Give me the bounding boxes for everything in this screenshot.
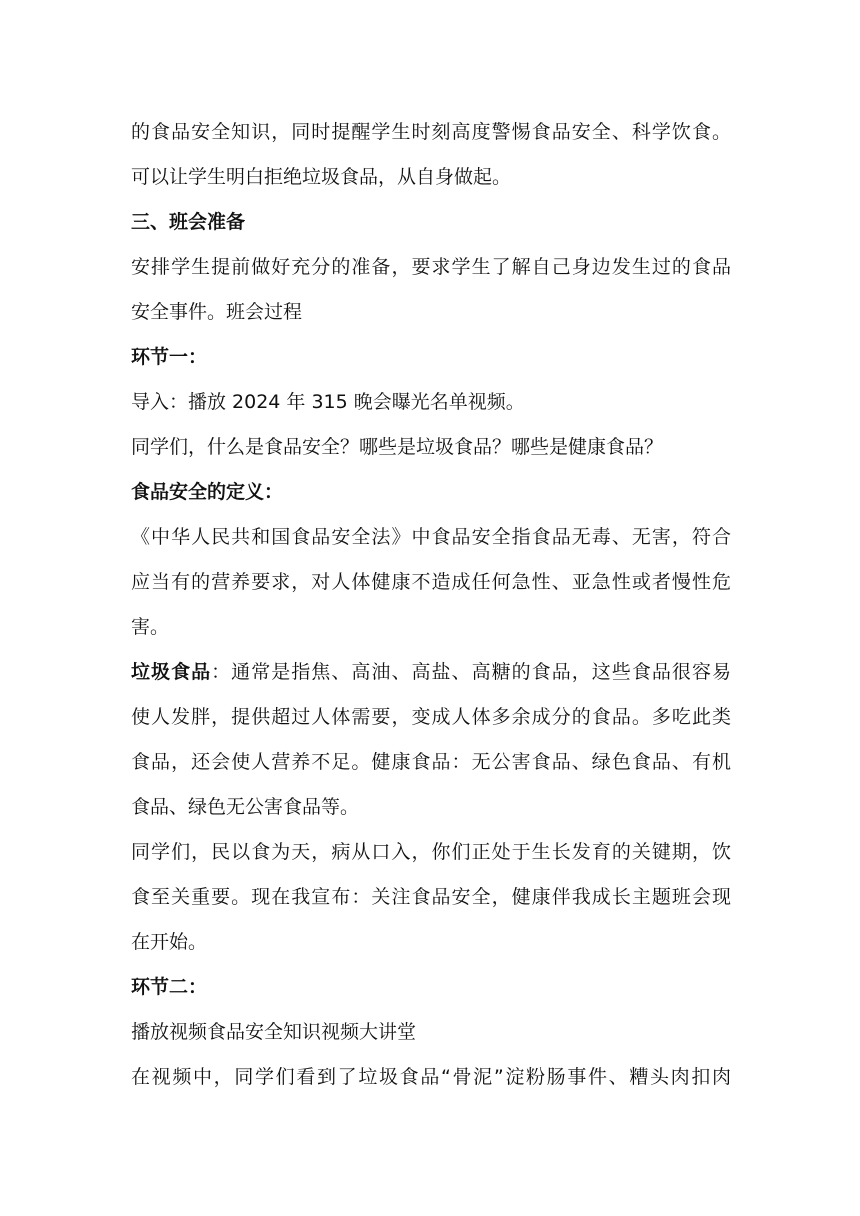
paragraph-line: 在开始。: [131, 931, 208, 953]
paragraph-line: 的食品安全知识，同时提醒学生时刻高度警惕食品安全、科学饮食。: [131, 121, 731, 143]
paragraph-line: 可以让学生明白拒绝垃圾食品，从自身做起。: [131, 166, 512, 188]
paragraph-line: 《中华人民共和国食品安全法》中食品安全指食品无毒、无害，符合: [131, 526, 731, 548]
paragraph-line: 同学们，什么是食品安全？哪些是垃圾食品？哪些是健康食品？: [131, 436, 664, 458]
definition-heading: 食品安全的定义：: [131, 481, 284, 503]
paragraph-line: 害。: [131, 616, 170, 638]
paragraph-line: 在视频中，同学们看到了垃圾食品“骨泥”淀粉肠事件、糟头肉扣肉: [131, 1066, 731, 1088]
term-definition: ：通常是指焦、高油、高盐、高糖的食品，这些食品很容易: [211, 661, 731, 683]
paragraph-line: 导入：播放 2024 年 315 晚会曝光名单视频。: [131, 391, 525, 413]
paragraph-line: [131, 650, 731, 695]
document-body: [131, 110, 731, 1100]
paragraph-line: 应当有的营养要求，对人体健康不造成任何急性、亚急性或者慢性危: [131, 571, 731, 593]
paragraph-line: 安全事件。班会过程: [131, 301, 303, 323]
paragraph-line: 播放视频食品安全知识视频大讲堂: [131, 1021, 417, 1043]
paragraph-line: 使人发胖，提供超过人体需要，变成人体多余成分的食品。多吃此类: [131, 706, 731, 728]
step-heading: 环节一：: [131, 346, 208, 368]
term-label: 垃圾食品: [131, 661, 212, 683]
paragraph-line: 同学们，民以食为天，病从口入，你们正处于生长发育的关键期，饮: [131, 841, 731, 863]
paragraph-line: 安排学生提前做好充分的准备，要求学生了解自己身边发生过的食品: [131, 256, 731, 278]
paragraph-line: 食至关重要。现在我宣布：关注食品安全，健康伴我成长主题班会现: [131, 886, 731, 908]
paragraph-line: 食品，还会使人营养不足。健康食品：无公害食品、绿色食品、有机: [131, 751, 731, 773]
section-heading: 三、班会准备: [131, 211, 246, 233]
step-heading: 环节二：: [131, 976, 208, 998]
paragraph-line: 食品、绿色无公害食品等。: [131, 796, 360, 818]
